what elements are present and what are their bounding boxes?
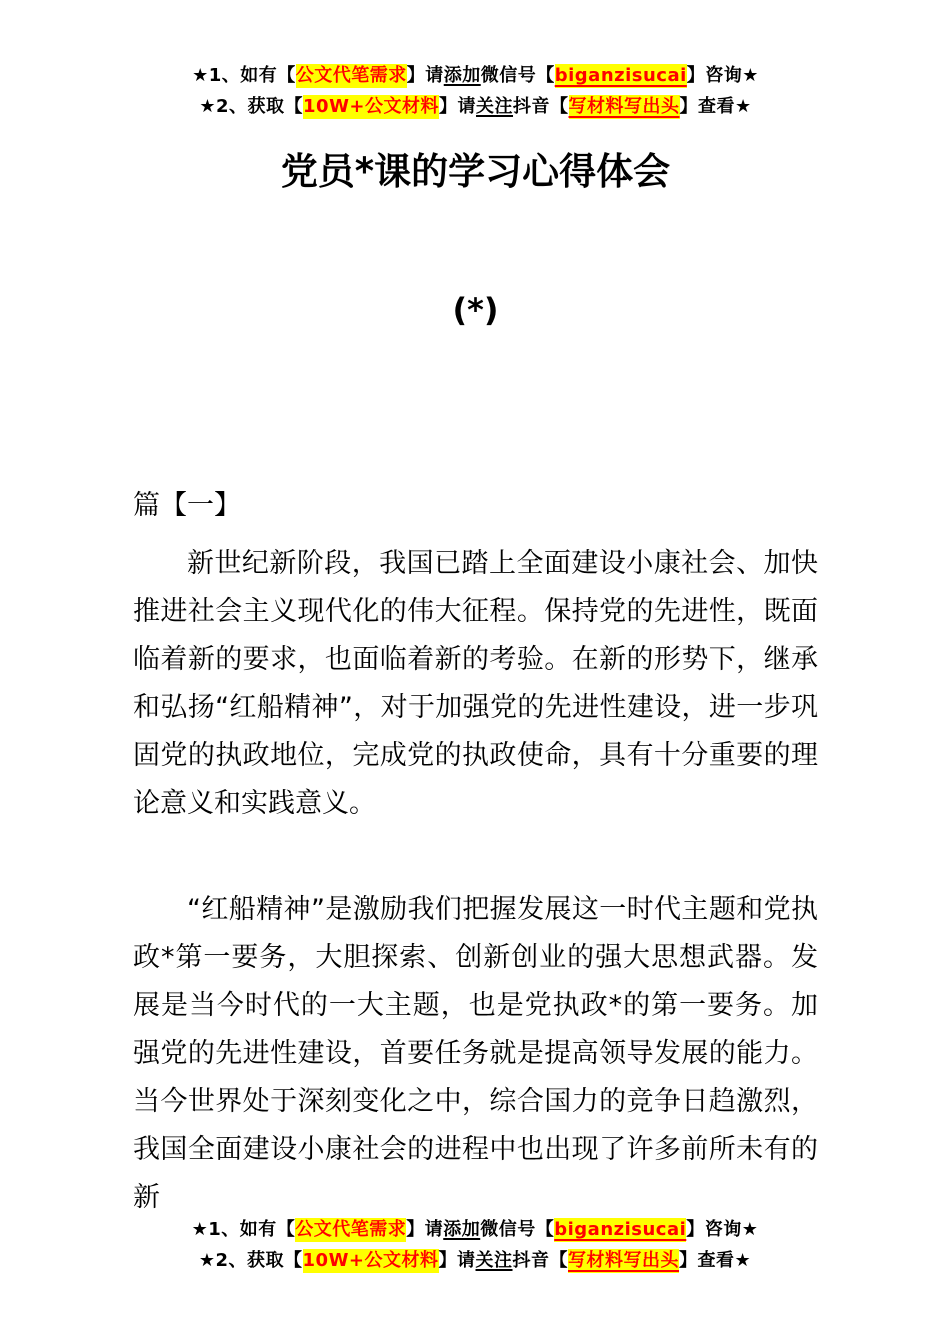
- document-body: [133, 540, 818, 1222]
- promo-footer-line-1: [0, 1214, 950, 1245]
- promo-text: 】咨询★: [686, 65, 759, 86]
- promo-underline-text: 添加: [443, 1219, 481, 1240]
- promo-underline-text: 关注: [476, 96, 514, 117]
- promo-text: 微信号【: [480, 1219, 555, 1240]
- promo-text: ★2、获取【: [199, 96, 304, 117]
- promo-text: 抖音【: [513, 96, 569, 117]
- body-paragraph: “红船精神”是激励我们把握发展这一时代主题和党执政*第一要务，大胆探索、创新创业的强大思想武器。发展是当今时代的一大主题，也是党执政*的第一要务。加强党的先进性建设，首要任务就是提高领导发展的能力。当今世界处于深刻变化之中，综合国力的竞争日趋激烈，我国全面建设小康社会的进程中也出现了许多前所未有的新: [133, 894, 818, 1213]
- promo-header: [133, 60, 818, 122]
- promo-red-highlight-text: 公文代笔需求: [295, 1219, 407, 1240]
- promo-text: ★1、如有【: [191, 1219, 296, 1240]
- promo-text: ★2、获取【: [198, 1250, 303, 1271]
- promo-text: 抖音【: [512, 1250, 569, 1271]
- promo-red-highlight-underline-text: 写材料写出头: [568, 1250, 680, 1271]
- promo-red-highlight-underline-text: biganzisucai: [554, 1219, 687, 1240]
- promo-text: 】查看★: [679, 96, 752, 117]
- promo-text: ★1、如有【: [192, 65, 296, 86]
- section-label: 篇【一】: [133, 490, 241, 521]
- promo-text: 】请: [406, 65, 444, 86]
- promo-text: 】查看★: [679, 1250, 752, 1271]
- promo-red-highlight-underline-text: 写材料写出头: [568, 96, 680, 117]
- promo-footer-line-2: [0, 1245, 950, 1276]
- page-title: 党员*课的学习心得体会: [280, 150, 671, 193]
- promo-underline-text: 添加: [443, 65, 481, 86]
- promo-text: 】请: [439, 96, 477, 117]
- promo-footer: [0, 1214, 950, 1276]
- promo-text: 微信号【: [480, 65, 555, 86]
- promo-text: 】咨询★: [686, 1219, 759, 1240]
- promo-red-highlight-underline-text: biganzisucai: [554, 65, 687, 86]
- doc-subtitle: (*): [452, 291, 499, 329]
- promo-text: 】请: [406, 1219, 444, 1240]
- promo-header-line-1: [133, 60, 818, 91]
- promo-red-highlight-text: 10W+公文材料: [302, 1250, 439, 1271]
- promo-text: 】请: [438, 1250, 476, 1271]
- promo-underline-text: 关注: [475, 1250, 513, 1271]
- promo-red-highlight-text: 公文代笔需求: [295, 65, 407, 86]
- promo-red-highlight-text: 10W+公文材料: [303, 96, 440, 117]
- promo-header-line-2: [133, 91, 818, 122]
- body-paragraph: 新世纪新阶段，我国已踏上全面建设小康社会、加快推进社会主义现代化的伟大征程。保持党的先进性，既面临着新的要求，也面临着新的考验。在新的形势下，继承和弘扬“红船精神”，对于加强党的先进性建设，进一步巩固党的执政地位，完成党的执政使命，具有十分重要的理论意义和实践意义。: [133, 548, 818, 819]
